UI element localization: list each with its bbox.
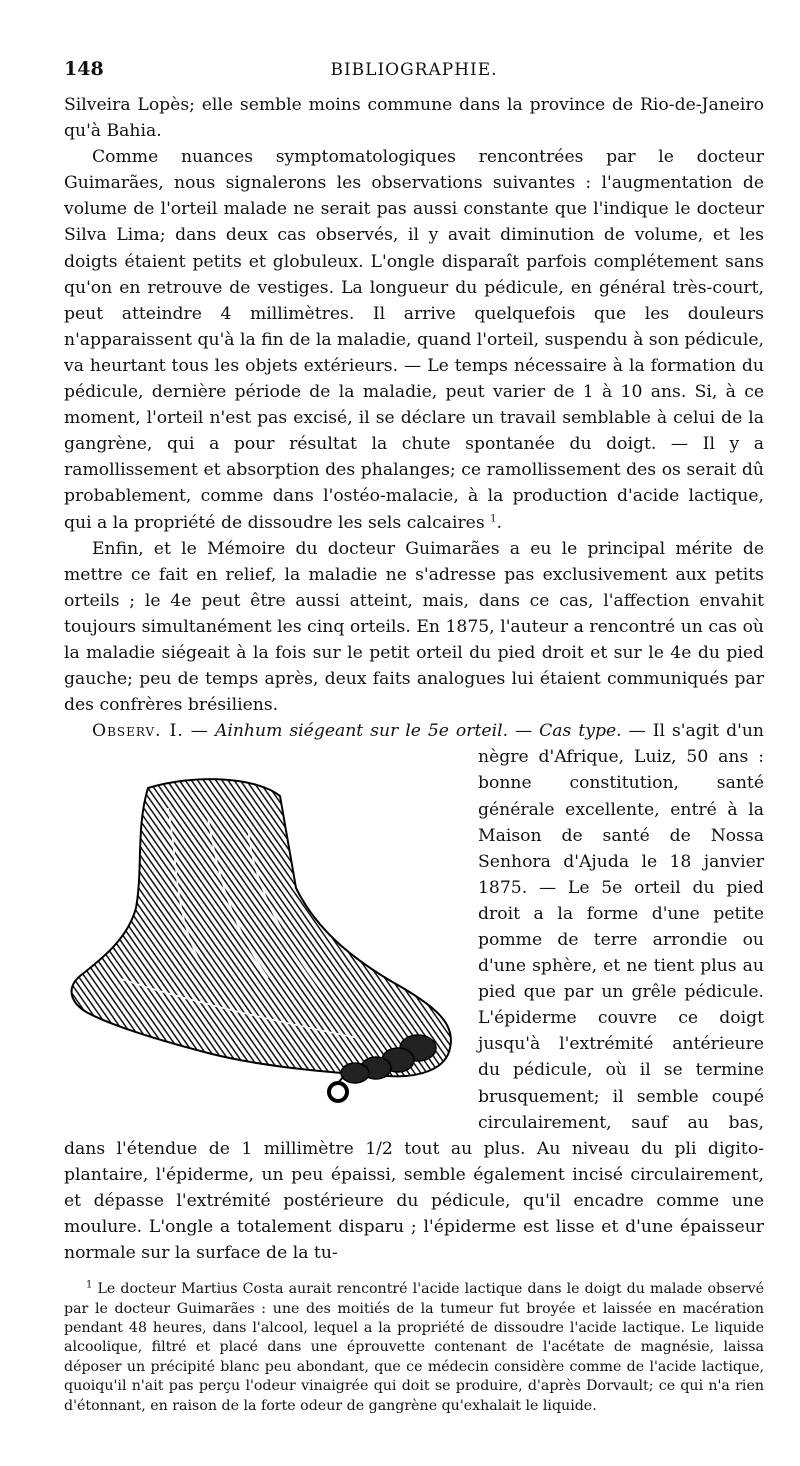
dash: —: [508, 721, 540, 742]
paragraph-continuation: Silveira Lopès; elle semble moins commune dans la province de Rio-de-Janeiro qu'à Bahia.: [64, 95, 764, 142]
detached-small-toe: [329, 1083, 347, 1101]
running-head: BIBLIOGRAPHIE.: [330, 60, 498, 80]
footnote: [64, 1280, 764, 1416]
page-number: 148: [64, 58, 104, 80]
foot-shape: [72, 779, 451, 1076]
dash: —: [621, 721, 653, 742]
foot-illustration: [58, 748, 468, 1113]
observation-title: Ainhum siégeant sur le 5e orteil.: [214, 721, 509, 742]
footnote-text: Le docteur Martius Costa aurait rencontré l'acide lactique dans le doigt du malade observé par le docteur Guimarães : une des moitiés de la tumeur fut broyée et laissée en macération pendant 48 heures, dans l'alcool, lequel a la propriété de dissoudre l'acide lactique. Le liquide alcoolique, filtré et placé dans une éprouvette contenant de l'acétate de magnésie, laissa déposer un précipité blanc peu abondant, que ce médecin considère comme de l'acide lactique, quoiqu'il n'ait pas perçu l'odeur vinaigrée qui doit se produire, d'après Dorvault; ce qui n'a rien d'étonnant, en raison de la forte odeur de gangrène qu'exhalait le liquide.: [64, 1281, 764, 1414]
paragraph-symptoms-text: Comme nuances symptomatologiques rencontrées par le docteur Guimarães, nous signalerons les observations suivantes : l'augmentation de volume de l'orteil malade ne serait pas aussi constante que l'indique le docteur Silva Lima; dans deux cas observés, il y avait diminution de volume, et les doigts étaient petits et globuleux. L'ongle disparaît parfois complétement sans qu'on en retrouve de vestiges. La longueur du pédicule, en général très-court, peut atteindre 4 millimètres. Il arrive quelquefois que les douleurs n'apparaissent qu'à la fin de la maladie, quand l'orteil, suspendu à son pédicule, va heurtant tous les objets extérieurs. — Le temps nécessaire à la formation du pédicule, dernière période de la maladie, peut varier de 1 à 10 ans. Si, à ce moment, l'orteil n'est pas excisé, il se déclare un travail semblable à celui de la gangrène, qui a pour résultat la chute spontanée du doigt. — Il y a ramollissement et absorption des phalanges; ce ramollissement des os serait dû probablement, comme dans l'ostéo-malacie, à la production d'acide lactique, qui a la propriété de dissoudre les sels calcaires: [64, 147, 764, 533]
foot-engraving-figure: [58, 748, 468, 1113]
book-page: [64, 58, 764, 1416]
observation-text: Il s'agit d'un nègre d'Afrique, Luiz, 50 ans : bonne constitution, santé générale excellente, entré à la Maison de santé de Nossa Senhora d'Ajuda le 18 janvier 1875. — Le 5e orteil du pied droit a la forme d'une petite pomme de terre arrondie ou d'une sphère, et ne tient plus au pied que par un grêle pédicule. L'épiderme couvre ce doigt jusqu'à l'extrémité antérieure du pédicule, où il se termine brusquement; il semble coupé circulairement, sauf au bas, dans l'étendue de 1 millimètre 1/2 tout au plus. Au niveau du pli digito-plantaire, l'épiderme, un peu épaissi, semble également incisé circulairement, et dépasse l'extrémité postérieure du pédicule, qu'il encadre comme une moulure. L'ongle a totalement disparu ; l'épiderme est lisse et d'une épaisseur normale sur la surface de la tu-: [64, 721, 764, 1264]
dash: —: [183, 721, 215, 742]
page-header: [64, 58, 764, 92]
footnote-reference: 1: [490, 512, 497, 524]
footnote-marker: 1: [86, 1279, 93, 1291]
observation-label: Observ. I.: [92, 721, 184, 742]
paragraph-symptoms: Comme nuances symptomatologiques rencontrées par le docteur Guimarães, nous signalerons les observations suivantes : l'augmentation de volume de l'orteil malade ne serait pas aussi constante que l'indique le docteur Silva Lima; dans deux cas observés, il y avait diminution de volume, et les doigts étaient petits et globuleux. L'ongle disparaît parfois complétement sans qu'on en retrouve de vestiges. La longueur du pédicule, en général très-court, peut atteindre 4 millimètres. Il arrive quelquefois que les douleurs n'apparaissent qu'à la fin de la maladie, quand l'orteil, suspendu à son pédicule, va heurtant tous les objets extérieurs. — Le temps nécessaire à la formation du pédicule, dernière période de la maladie, peut varier de 1 à 10 ans. Si, à ce moment, l'orteil n'est pas excisé, il se déclare un travail semblable à celui de la gangrène, qui a pour résultat la chute spontanée du doigt. — Il y a ramollissement et absorption des phalanges; ce ramollissement des os serait dû probablement, comme dans l'ostéo-malacie, à la production d'acide lactique, qui a la propriété de dissoudre les sels calcaires $^1$.: [64, 147, 764, 533]
observation-type: Cas type.: [539, 721, 622, 742]
paragraph-fourth-toe: Enfin, et le Mémoire du docteur Guimarães a eu le principal mérite de mettre ce fait en relief, la maladie ne s'adresse pas exclusivement aux petits orteils ; le 4e peut être aussi atteint, mais, dans ce cas, l'affection envahit toujours simultanément les cinq orteils. En 1875, l'auteur a rencontré un cas où la maladie siégeait à la fois sur le petit orteil du pied droit et sur le 4e du pied gauche; peu de temps après, deux faits analogues lui étaient communiqués par des confrères brésiliens.: [64, 538, 764, 716]
observation-paragraph: [64, 718, 764, 1266]
footnote-separator: [64, 1266, 764, 1280]
